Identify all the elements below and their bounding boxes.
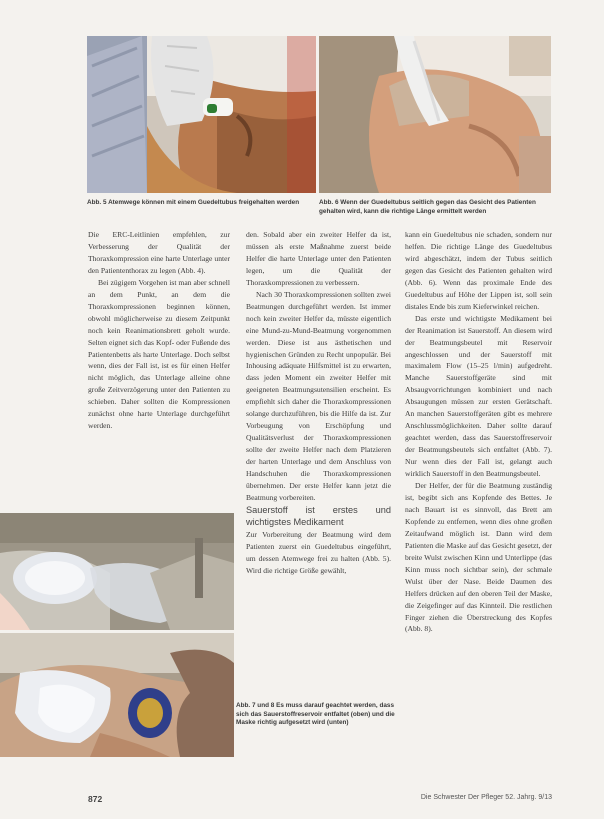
text-column-2 (246, 229, 391, 577)
col2-paragraph-3: Zur Vorbereitung der Beatmung wird dem Patienten zuerst ein Guedeltubus eingeführt, um dessen Atemwege frei zu halten (Abb. 5). Wird die richtige Größe gewählt, (246, 529, 391, 575)
journal-footer: Die Schwester Der Pfleger 52. Jahrg. 9/13 (420, 794, 552, 801)
photo-fig5 (87, 36, 316, 193)
photo-fig6 (319, 36, 551, 193)
caption-fig78: Abb. 7 und 8 Es muss darauf geachtet werden, dass sich das Sauerstoffreservoir entfaltet (oben) und die Maske richtig aufgesetzt wird (unten) (236, 702, 395, 727)
caption-fig5: Abb. 5 Atemwege können mit einem Guedeltubus freigehalten werden (87, 199, 300, 206)
text-column-3 (405, 229, 552, 635)
col2-paragraph-2: Nach 30 Thoraxkompressionen sollten zwei Beatmungen durchgeführt werden. Ist immer noch kein zweiter Helfer da, müsste eigentlich eine Mund-zu-Mund-Beatmung vorgenommen werden. Diese ist aus ästhetischen und hygienischen Gründen zu Recht unpopulär. Bei Inhousing adäquate Hilfsmittel ist zu erwarten, dass jeden Moment ein zweiter Helfer mit geeigneten Beatmungsutensilien erscheint. Es empfiehlt sich daher die Thoraxkompressionen solange durchzuführen, bis die Hilfe da ist. Zur Vorbeugung von Erschöpfung und Qualitätsverlust der Thoraxkompressionen sollte der zweite Helfer nach dem Platzieren der harten Unterlage und dem Anschluss von Handschuhen die Thoraxkompressionen übernehmen. Der erste Helfer kann jetzt die Beatmung vorbereiten. (246, 289, 391, 502)
col1-paragraph-1: Die ERC-Leitlinien empfehlen, zur Verbesserung der Qualität der Thoraxkompression eine harte Unterlage unter den Patiententhorax zu legen (Abb. 4). (88, 230, 230, 275)
text-column-1 (88, 229, 230, 432)
col1-paragraph-2: Bei zügigem Vorgehen ist man aber schnell an dem Punkt, an dem die Thoraxkompressionen beginnen können, obwohl möglicherweise zu diesem Zeitpunkt noch kein Reanimationsbrett geholt wurde. Selten eignet sich das Kopf- oder Fußende des Patientenbetts als harte Unterlage. Doch selbst wenn, dies der Fall ist, ist es für einen Helfer nicht möglich, das Unterlage alleine ohne große Zeitverzögerung unter den Patienten zu schieben. Daher sollten die Kompressionen zunächst ohne harte Unterlage durchgeführt werden. (88, 277, 230, 431)
photo-fig8 (0, 633, 234, 757)
photo-fig7-image (0, 513, 234, 630)
col3-paragraph-3: Der Helfer, der für die Beatmung zuständig ist, begibt sich ans Kopfende des Bettes. Je nach Bauart ist es sinnvoll, das Brett am Kopfende zu entfernen, wenn dies ohne großen Zeitaufwand möglich ist. Dann wird dem Patienten die Maske auf das Gesicht gesetzt, der breite Wulst zwischen Kinn und Unterlippe (das Kinn muss noch sichtbar sein), der schmale Wulst über der Nase. Beide Daumen des Helfers drücken auf den oberen Teil der Maske, die Zeigefinger auf das Kinnteil. Die restlichen Finger ziehen die Überstreckung des Kopfes (Abb. 8). (405, 481, 552, 634)
section-heading: Sauerstoff ist erstes und wichtigstes Medikament (246, 504, 391, 528)
page-number: 872 (88, 794, 103, 804)
photo-fig5-image (87, 36, 316, 193)
photo-fig7 (0, 513, 234, 630)
photo-fig8-image (0, 633, 234, 757)
col2-paragraph-1: den. Sobald aber ein zweiter Helfer da ist, müssen als erste Maßnahme zuerst beide Helfer die harte Unterlage unter den Patienten legen, um die Qualität der Thoraxkompressionen zu verbessern. (246, 230, 391, 287)
caption-fig6: Abb. 6 Wenn der Guedeltubus seitlich gegen das Gesicht des Patienten gehalten wird, kann die richtige Länge ermittelt werden (319, 199, 536, 215)
col3-paragraph-1: kann ein Guedeltubus nie schaden, sondern nur helfen. Die richtige Länge des Guedeltubus wird abgeschätzt, indem der Tubus seitlich gegen das Gesicht des Patienten gehalten wird (Abb. 6). Wenn das proximale Ende des Guedeltubus auf Höhe der Lippen ist, soll sein distales Ende bis zum Kieferwinkel reichen. (405, 230, 552, 311)
col3-paragraph-2: Das erste und wichtigste Medikament bei der Reanimation ist Sauerstoff. An diesem wird der Beatmungsbeutel mit Reservoir angeschlossen und der Sauerstoff mit maximalem Flow (15–25 l/min) aufgedreht. Manche Sauerstoffgeräte sind mit Absaugvorrichtungen kombiniert und nach Absaugungen müssen zur ersten Gerätschaft. An manchen Sauerstoffgeräten gibt es mehrere Anschlussmöglichkeiten. Daher sollte darauf geachtet werden, dass das Sauerstoffreservoir der Beatmungsbeutels sich entfaltet (Abb. 7). Nur wenn dies der Fall ist, gelangt auch wirklich Sauerstoff in den Beatmungsbeutel. (405, 313, 552, 479)
photo-fig6-image (319, 36, 551, 193)
